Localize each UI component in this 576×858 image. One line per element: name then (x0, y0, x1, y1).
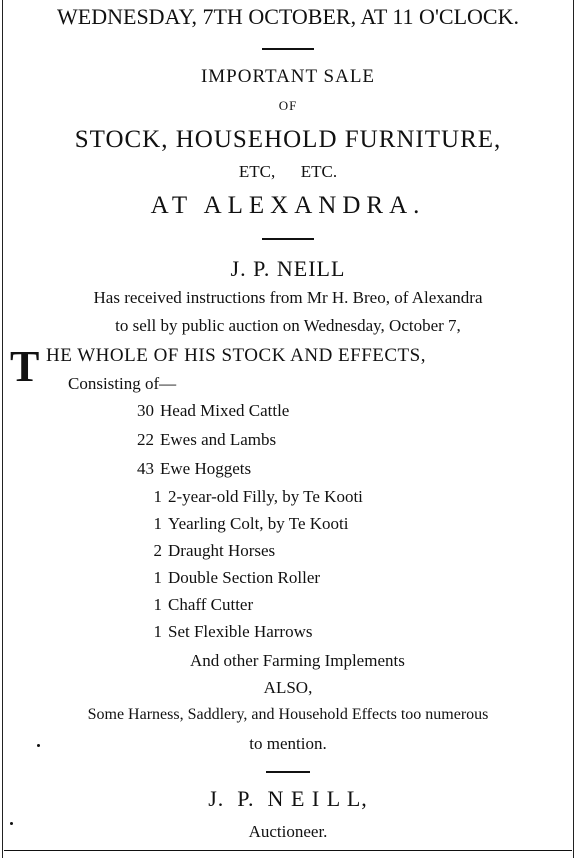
intro-line-1: Has received instructions from Mr H. Breo, of Alexandra (93, 288, 483, 307)
sale-subject: STOCK, HOUSEHOLD FURNITURE, (74, 126, 502, 153)
footer-name: J. P. N E I L L, (208, 786, 368, 811)
list-item: 43 Ewe Hoggets (137, 459, 252, 478)
list-item: 1 Chaff Cutter (153, 595, 254, 614)
bottom-rule (4, 850, 572, 851)
sale-etc: ETC, ETC. (238, 162, 338, 181)
divider-1 (262, 48, 314, 50)
consisting-of: Consisting of— (68, 374, 177, 393)
list-item: 30 Head Mixed Cattle (137, 401, 290, 420)
list-item: 1 Yearling Colt, by Te Kooti (153, 514, 349, 533)
also-label: ALSO, (263, 678, 313, 697)
list-item: 1 2-year-old Filly, by Te Kooti (153, 487, 363, 506)
ink-speck (37, 744, 40, 747)
list-item: 2 Draught Horses (153, 541, 276, 560)
drop-cap: T (10, 342, 40, 391)
intro-line-2: to sell by public auction on Wednesday, October 7, (115, 316, 461, 335)
auctioneer-name: J. P. NEILL (230, 256, 346, 281)
other-implements: And other Farming Implements (190, 651, 405, 670)
harness-line-1: Some Harness, Saddlery, and Household Effects too numerous (87, 706, 489, 723)
divider-3 (266, 771, 310, 773)
list-item: 22 Ewes and Lambs (137, 430, 277, 449)
footer-role: Auctioneer. (248, 822, 328, 841)
sale-title: IMPORTANT SALE (200, 66, 376, 87)
ink-speck (10, 822, 13, 825)
divider-2 (262, 238, 314, 240)
sale-of: OF (278, 98, 298, 113)
harness-line-2: to mention. (249, 734, 327, 753)
date-line: WEDNESDAY, 7TH OCTOBER, AT 11 O'CLOCK. (57, 4, 519, 29)
list-item: 1 Set Flexible Harrows (153, 622, 313, 641)
headline: HE WHOLE OF HIS STOCK AND EFFECTS, (46, 345, 426, 366)
sale-location: AT ALEXANDRA. (150, 192, 426, 219)
list-item: 1 Double Section Roller (153, 568, 321, 587)
